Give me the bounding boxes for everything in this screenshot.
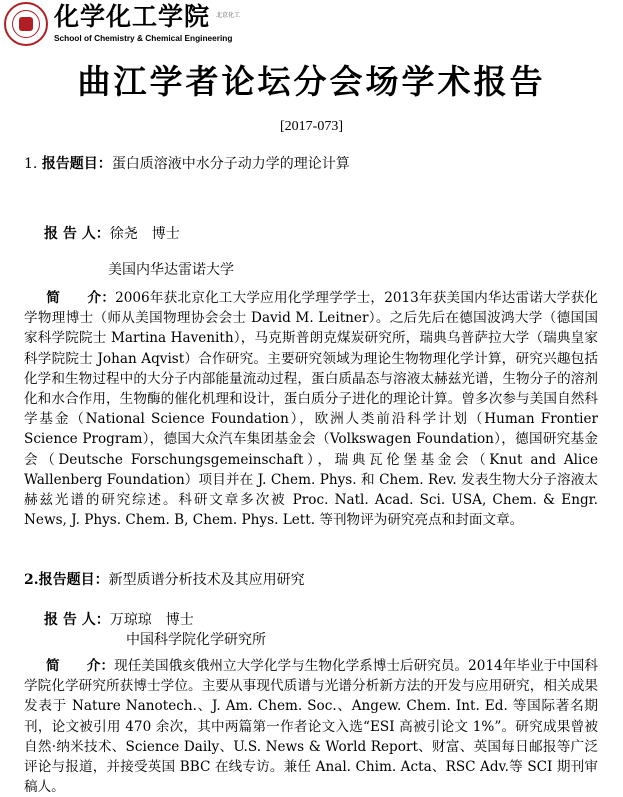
report1-title-line (24, 154, 350, 174)
report1-speaker-label: 报 告 人： (44, 226, 110, 242)
report2-speaker-label: 报 告 人： (44, 612, 110, 628)
report1-affiliation: 美国内华达雷诺大学 (108, 262, 234, 278)
report1-number: 1. (24, 156, 38, 172)
school-seal-logo (4, 2, 48, 46)
report2-number: 2. (24, 572, 39, 588)
report1-bio (24, 288, 598, 530)
report2-affiliation: 中国科学院化学研究所 (126, 632, 266, 648)
report2-bio-text: 现任美国俄亥俄州立大学化学与生物化学系博士后研究员。2014年毕业于中国科学院化学研究所获博士学位。主要从事现代质谱与光谱分析新方法的开发与应用研究，相关成果发表于 Nature Nanotech.、J. Am. Chem. Soc.、Angew. Chem. Int. Ed. 等国际著名期刊，论文被引用 470 余次，其中两篇第一作者论文入选“ESI 高被引论文 1%”。研究成果曾被自然·纳米技术、Science Daily、U.S. News & World Report、财富、英国每日邮报等广泛评论与报道，并接受英国 BBC 在线专访。兼任 Anal. Chim. Acta、RSC Adv.等 SCI 期刊审稿人。 (24, 658, 599, 796)
page-title: 曲江学者论坛分会场学术报告 (77, 62, 546, 101)
school-name-cn: 化学化工学院 (54, 2, 211, 31)
report1-title: 蛋白质溶液中水分子动力学的理论计算 (111, 156, 350, 172)
report2-speaker-line (44, 610, 194, 630)
report2-title: 新型质谱分析技术及其应用研究 (108, 572, 305, 588)
document-code: [2017-073] (280, 119, 343, 134)
school-name-tag: 北京化工 (216, 12, 241, 19)
report1-title-label: 报告题目： (41, 156, 112, 172)
report2-title-line (24, 570, 305, 590)
report2-title-label: 报告题目： (38, 572, 109, 588)
school-name-en: School of Chemistry & Chemical Engineering (54, 33, 233, 43)
report2-speaker: 万琼琼 博士 (109, 612, 194, 628)
report1-bio-label: 简 介： (46, 290, 116, 306)
school-header (4, 2, 304, 48)
report1-speaker-line (44, 224, 180, 244)
report2-bio-label: 简 介： (46, 658, 115, 674)
report1-speaker: 徐尧 博士 (109, 226, 180, 242)
report2-bio (24, 656, 598, 797)
report1-bio-text: 2006年获北京化工大学应用化学理学学士，2013年获美国内华达雷诺大学获化学物理博士（师从美国物理协会会士 David M. Leitner）。之后先后在德国波鸿大学（德国国家科学院院士 Martina Havenith），马克斯普朗克煤炭研究所，瑞典乌普萨拉大学（瑞典皇家科学院院士 Johan Aqvist）合作研究。主要研究领域为理论生物物理化学计算，研究兴趣包括化学和生物过程中的大分子内部能量流动过程，蛋白质晶态与溶液太赫兹光谱，生物分子的溶剂化和水合作用，生物酶的催化机理和设计，蛋白质分子进化的理论计算。曾多次参与美国自然科学基金（National Science Foundation），欧洲人类前沿科学计划（Human Frontier Science Program），德国大众汽车集团基金会（Volkswagen Foundation），德国研究基金会（Deutsche Forschungsgemeinschaft），瑞典瓦伦堡基金会（Knut and Alice Wallenberg Foundation）项目并在 J. Chem. Phys. 和 Chem. Rev. 发表生物大分子溶液太赫兹光谱的研究综述。科研文章多次被 Proc. Natl. Acad. Sci. USA, Chem. & Engr. News, J. Phys. Chem. B, Chem. Phys. Lett. 等刊物评为研究亮点和封面文章。 (24, 290, 598, 529)
seal-emblem (19, 17, 33, 31)
